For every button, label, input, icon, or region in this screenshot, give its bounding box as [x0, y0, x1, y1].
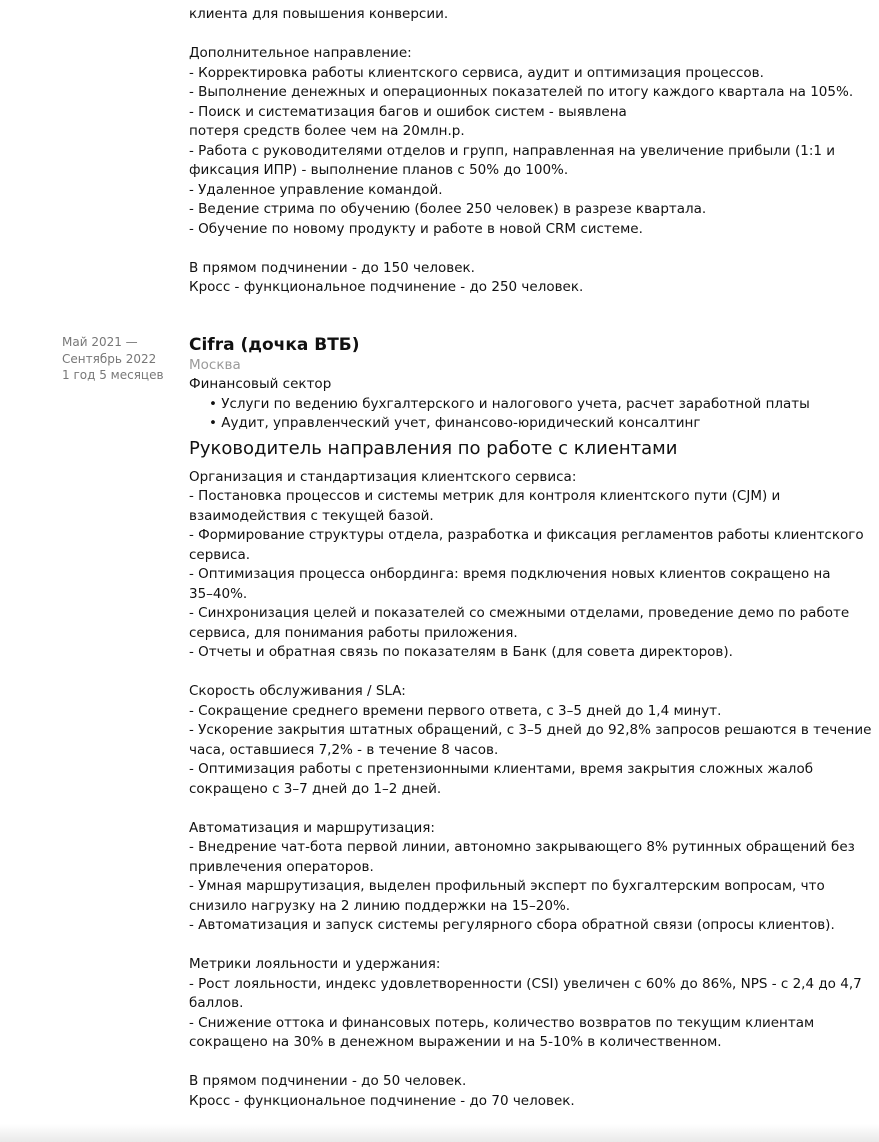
- company-industry: Финансовый сектор: [189, 376, 332, 392]
- text-line: - Оптимизация процесса онбординга: время подключения новых клиентов сокращено на: [189, 566, 831, 582]
- period-duration: 1 год 5 месяцев: [62, 368, 164, 382]
- text-line: - Умная маршрутизация, выделен профильный эксперт по бухгалтерским вопросам, что: [189, 878, 825, 894]
- text-line: - Рост лояльности, индекс удовлетворенности (CSI) увеличен с 60% до 86%, NPS - с 2,4 до 4,7: [189, 975, 862, 992]
- text-line: Дополнительное направление:: [189, 45, 412, 61]
- text-line: - Внедрение чат-бота первой линии, автономно закрывающего 8% рутинных обращений без: [189, 839, 855, 855]
- text-line: - Ведение стрима по обучению (более 250 человек) в разрезе квартала.: [189, 201, 707, 217]
- text-line: Метрики лояльности и удержания:: [189, 956, 441, 972]
- spacer: [189, 25, 829, 45]
- text-line: часа, оставшиеся 7,2% - в течение 8 часов.: [189, 741, 499, 758]
- text-line: - Обучение по новому продукту и работе в новой CRM системе.: [189, 220, 643, 237]
- text-line: - Сокращение среднего времени первого ответа, с 3–5 дней до 1,4 минут.: [189, 702, 722, 719]
- spacer: [189, 799, 829, 819]
- text-line: привлечения операторов.: [189, 858, 374, 875]
- text-line: В прямом подчинении - до 150 человек.: [189, 259, 475, 276]
- text-line: клиента для повышения конверсии.: [189, 6, 449, 22]
- text-line: - Отчеты и обратная связь по показателям в Банк (для совета директоров).: [189, 644, 733, 660]
- industry-item: • Услуги по ведению бухгалтерского и налогового учета, расчет заработной платы: [209, 395, 810, 412]
- text-line: - Постановка процессов и системы метрик для контроля клиентского пути (CJM) и: [189, 488, 781, 504]
- text-line: потеря средств более чем на 20млн.р.: [189, 123, 465, 139]
- text-line: - Корректировка работы клиентского сервиса, аудит и оптимизация процессов.: [189, 64, 764, 81]
- company-city: Москва: [189, 357, 241, 373]
- text-line: Автоматизация и маршрутизация:: [189, 819, 435, 836]
- text-line: - Автоматизация и запуск системы регулярного сбора обратной связи (опросы клиентов).: [189, 917, 835, 933]
- previous-job-description: [189, 5, 854, 298]
- period-end: Сентябрь 2022: [62, 351, 157, 366]
- spacer: [189, 663, 829, 683]
- text-line: - Оптимизация работы с претензионными клиентами, время закрытия сложных жалоб: [189, 761, 814, 777]
- text-line: сервиса.: [189, 546, 251, 563]
- job-description: [189, 468, 872, 1112]
- text-line: Скорость обслуживания / SLA:: [189, 683, 406, 699]
- text-line: Организация и стандартизация клиентского сервиса:: [189, 468, 577, 485]
- text-line: сокращено на 30% в денежном выражении и на 5-10% в количественном.: [189, 1034, 722, 1050]
- text-line: - Работа с руководителями отделов и групп, направленная на увеличение прибыли (1:1 и: [189, 142, 836, 159]
- job-position: Руководитель направления по работе с клиентами: [189, 437, 678, 459]
- text-line: фиксация ИПР) - выполнение планов с 50% до 100%.: [189, 162, 569, 178]
- text-line: Кросс - функциональное подчинение - до 70 человек.: [189, 1092, 575, 1109]
- text-line: В прямом подчинении - до 50 человек.: [189, 1073, 467, 1089]
- period-start: Май 2021 —: [62, 335, 138, 349]
- text-line: - Поиск и систематизация багов и ошибок систем - выявлена: [189, 103, 627, 120]
- spacer: [189, 1053, 829, 1073]
- bottom-fade: [0, 1124, 879, 1142]
- text-line: баллов.: [189, 995, 244, 1011]
- text-line: Кросс - функциональное подчинение - до 250 человек.: [189, 279, 584, 295]
- text-line: - Выполнение денежных и операционных показателей по итогу каждого квартала на 105%.: [189, 84, 854, 100]
- text-line: - Удаленное управление командой.: [189, 181, 443, 198]
- text-line: - Синхронизация целей и показателей со смежными отделами, проведение демо по работе: [189, 605, 850, 621]
- text-line: сокращено с 3–7 дней до 1–2 дней.: [189, 780, 442, 797]
- text-line: - Формирование структуры отдела, разработка и фиксация регламентов работы клиентского: [189, 527, 864, 543]
- job-period: [62, 334, 182, 384]
- text-line: взаимодействия с текущей базой.: [189, 507, 434, 524]
- text-line: 35–40%.: [189, 585, 248, 602]
- text-line: снизило нагрузку на 2 линию поддержки на 15–20%.: [189, 897, 571, 914]
- job-entry: [189, 334, 872, 1111]
- spacer: [189, 936, 829, 956]
- spacer: [189, 239, 829, 259]
- text-line: сервиса, для понимания работы приложения.: [189, 624, 518, 641]
- industry-item: • Аудит, управленческий учет, финансово-юридический консалтинг: [209, 415, 701, 431]
- company-name: Cifra (дочка ВТБ): [189, 335, 360, 355]
- text-line: - Ускорение закрытия штатных обращений, с 3–5 дней до 92,8% запросов решаются в течение: [189, 722, 872, 738]
- text-line: - Снижение оттока и финансовых потерь, количество возвратов по текущим клиентам: [189, 1014, 815, 1031]
